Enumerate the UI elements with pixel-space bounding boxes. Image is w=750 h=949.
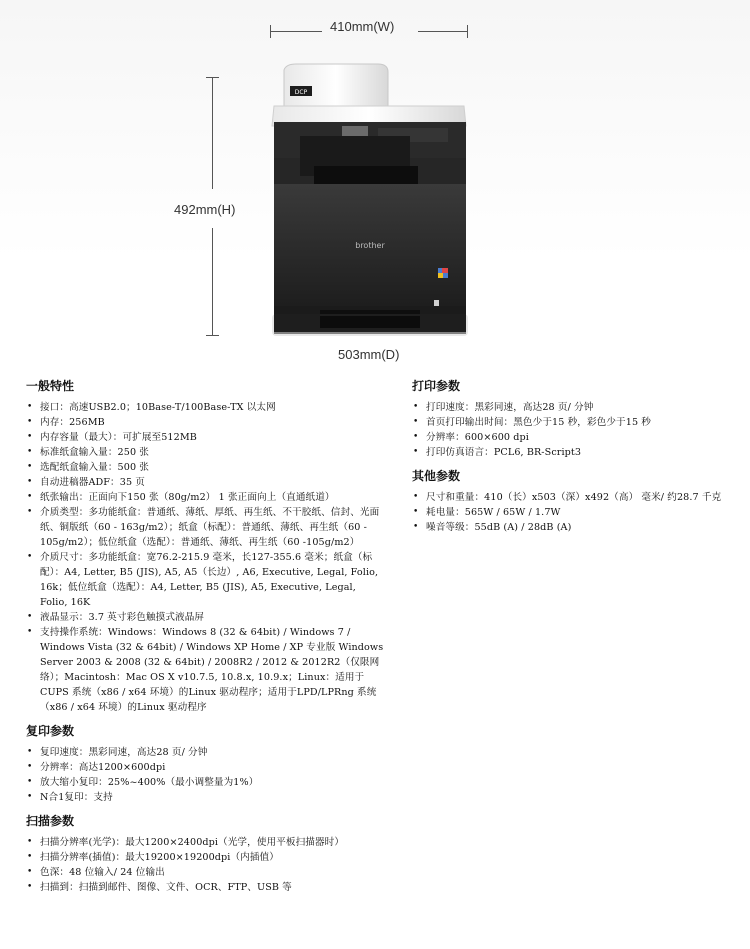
list-item: • 色深：48 位输入/ 24 位输出 [26,865,386,880]
list-item: • 扫描分辨率(光学)：最大1200×2400dpi（光学，使用平板扫描器时） [26,835,386,850]
list-item: • 内存容量（最大）：可扩展至512MB [26,430,386,445]
svg-text:brother: brother [355,241,385,250]
section-title-general: 一般特性 [26,379,75,393]
height-tick-top [206,77,219,78]
list-item: • 自动进稿器ADF：35 页 [26,475,386,490]
list-item: • 分辨率：高达1200×600dpi [26,760,386,775]
scan-spec-list [26,835,386,895]
list-item: • 耗电量：565W / 65W / 1.7W [412,505,732,520]
list-item: • 首页打印输出时间：黑色少于15 秒，彩色少于15 秒 [412,415,732,430]
height-dimension-label: 492mm(H) [174,202,236,217]
product-hero [0,0,750,372]
section-title-print: 打印参数 [412,379,461,393]
list-item: • 扫描到：扫描到邮件、图像、文件、OCR、FTP、USB 等 [26,880,386,895]
list-item: • 介质类型：多功能纸盒：普通纸、薄纸、厚纸、再生纸、不干胶纸、信封、光面纸、铜版纸（60 - 163g/m2）；纸盒（标配）：普通纸、薄纸、再生纸（60 - 105g/m2）；低位纸盒（选配）：普通纸、薄纸、再生纸（60 -105g/m2） [26,505,386,550]
list-item: • 尺寸和重量：410（长）x503（深）x492（高） 毫米/ 约28.7 千克 [412,490,732,505]
right-spec-column [412,378,732,543]
list-item: • 纸张输出：正面向下150 张（80g/m2） 1 张正面向上（直通纸道） [26,490,386,505]
printer-image [270,62,468,338]
width-tick-left [270,25,271,38]
list-item: • 放大缩小复印：25%~400%（最小调整量为1%） [26,775,386,790]
list-item: • 噪音等级：55dB (A) / 28dB (A) [412,520,732,535]
list-item: • 支持操作系统：Windows：Windows 8 (32 & 64bit) / Windows 7 / Windows Vista (32 & 64bit) / Windows XP Home / XP 专业版 Windows Server 2003 & 2008 (32 & 64bit) / 2008R2 / 2012 & 2012R2（仅限网络）；Macintosh：Mac OS X v10.7.5, 10.8.x, 10.9.x；Linux：适用于CUPS 系统（x86 / x64 环境）的Linux 驱动程序；适用于LPD/LPRng 系统（x86 / x64 环境）的Linux 驱动程序 [26,625,386,715]
height-line-top [212,77,213,189]
list-item: • 打印仿真语言：PCL6, BR-Script3 [412,445,732,460]
width-tick-right [467,25,468,38]
list-item: • 打印速度：黑彩同速，高达28 页/ 分钟 [412,400,732,415]
list-item: • 标准纸盒输入量：250 张 [26,445,386,460]
list-item: • N合1复印：支持 [26,790,386,805]
depth-dimension-label: 503mm(D) [338,347,400,362]
list-item: • 分辨率：600×600 dpi [412,430,732,445]
width-line-left [270,31,322,32]
list-item: • 液晶显示：3.7 英寸彩色触摸式液晶屏 [26,610,386,625]
list-item: • 扫描分辨率(插值)：最大19200×19200dpi（内插值） [26,850,386,865]
svg-text:DCP: DCP [294,89,308,96]
print-spec-list [412,400,732,460]
copy-spec-list [26,745,386,805]
width-dimension-label: 410mm(W) [330,19,395,34]
list-item: • 内存：256MB [26,415,386,430]
list-item: • 接口：高速USB2.0；10Base-T/100Base-TX 以太网 [26,400,386,415]
list-item: • 复印速度：黑彩同速，高达28 页/ 分钟 [26,745,386,760]
section-title-scan: 扫描参数 [26,814,75,828]
other-spec-list [412,490,732,535]
section-title-other: 其他参数 [412,469,461,483]
height-tick-bottom [206,335,219,336]
general-spec-list [26,400,386,715]
list-item: • 介质尺寸：多功能纸盒：宽76.2-215.9 毫米，长127-355.6 毫米；纸盒（标配）：A4, Letter, B5 (JIS), A5, A5（长边）, A6, Executive, Legal, Folio, 16k；低位纸盒（选配）：A4, Letter, B5 (JIS), A5, Executive, Legal, Folio, 16K [26,550,386,610]
section-title-copy: 复印参数 [26,724,75,738]
width-line-right [418,31,468,32]
height-line-bottom [212,228,213,336]
list-item: • 选配纸盒输入量：500 张 [26,460,386,475]
left-spec-column [26,378,386,903]
